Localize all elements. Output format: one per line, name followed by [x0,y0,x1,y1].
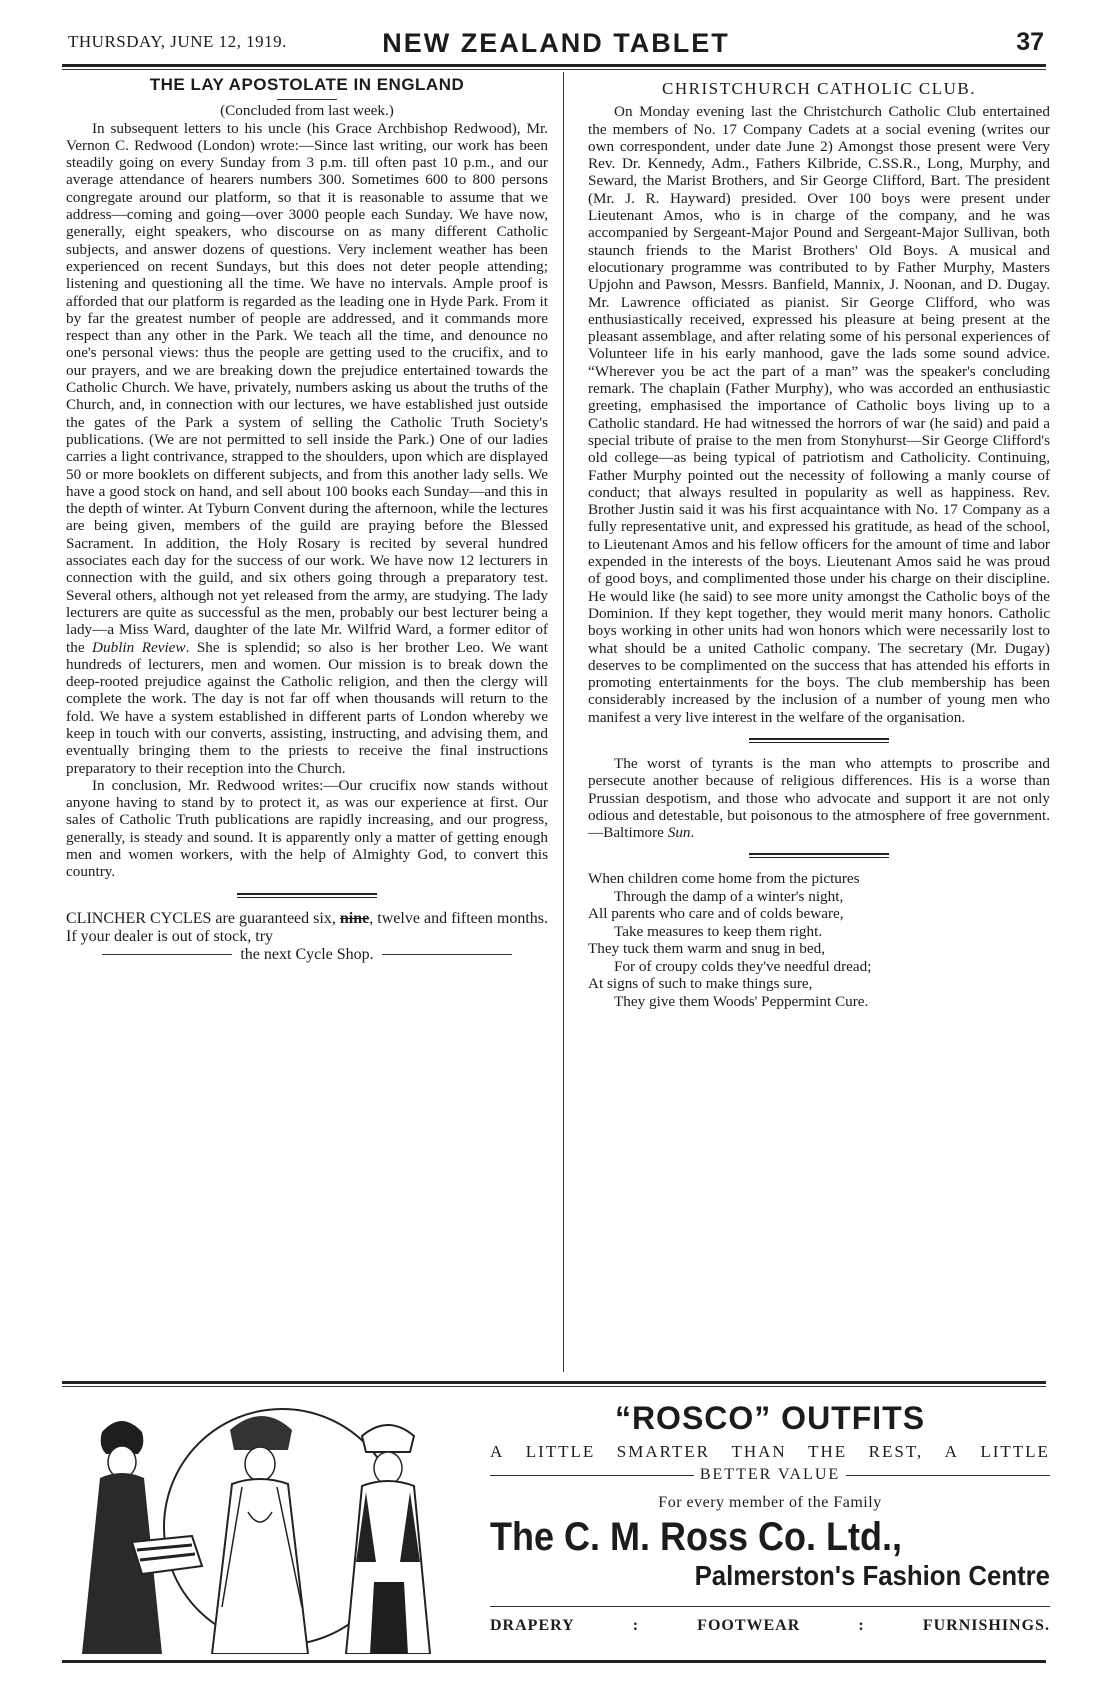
section-divider [237,893,377,898]
clincher-cycles-notice [66,910,548,964]
fashion-centre-tagline: Palmerston's Fashion Centre [694,1560,1050,1591]
dash-rule [382,954,512,955]
advert-separator [490,1606,1050,1607]
page-number: 37 [1016,28,1044,56]
catholic-club-headline: CHRISTCHURCH CATHOLIC CLUB. [662,79,976,98]
advert-word: REST, [868,1442,924,1461]
dash-rule [846,1475,1050,1476]
lay-apostolate-headline: THE LAY APOSTOLATE IN ENGLAND [149,75,465,94]
publication-title: Dublin Review [92,638,186,656]
masthead-rule-thin [62,69,1046,70]
tyrants-paragraph [588,755,1050,841]
clincher-struck-word: nine [339,909,370,927]
dash-rule [102,954,232,955]
article-paragraph [66,120,548,777]
paragraph-text-end: . She is splendid; so also is her brother Leo. We want hundreds of lecturers, men and women. Our mission is to break down the deep-rooted prejudice against the Catholic religion, and then the clergy will complete the work. The day is not far off when thousands will return to the fold. We have a system established in different parts of London whereby we keep in touch with our converts, assisting, instructing, and advising them, and eventually bringing them to the priests to receive the final instructions preparatory to their reception into the Church. [66,638,549,777]
section-divider [749,738,889,743]
better-value-text: BETTER VALUE [699,1466,841,1483]
newspaper-title: NEW ZEALAND TABLET [382,28,730,58]
article-paragraph-conclusion: In conclusion, Mr. Redwood writes:—Our crucifix now stands without anyone having to stand by to protect it, as was our experience at first. Our sales of Catholic Truth publications are rapidly increasing, and our progress, generally, is steady and sound. It is apparently only a matter of getting enough men and women workers, with the help of Almighty God, to convert this country. [66,776,548,881]
masthead [68,30,1044,64]
department-item: FURNISHINGS. [922,1617,1050,1634]
fashion-illustration [62,1392,480,1654]
advert-word: THAN [731,1442,787,1461]
issue-date: THURSDAY, JUNE 12, 1919. [68,32,287,51]
department-item: DRAPERY [490,1617,575,1634]
peppermint-cure-poem [588,870,1050,1010]
rosco-advert [490,1400,1050,1635]
headline-rule [277,99,337,100]
section-divider [749,853,889,858]
advert-tagline-line2 [490,1466,1050,1484]
tyrants-text: The worst of tyrants is the man who attempts to proscribe and persecute another because of religious differences. His is a worse than Prussian despotism, and those who advocate and support it are not only odious and detestable, but poisonous to the atmosphere of free government.—Baltimore [588,754,1050,842]
clincher-text-b: , twelve and fifteen months. If your dealer is out of stock, try [66,909,548,945]
advert-word: A [944,1442,959,1461]
advert-word: A [490,1442,505,1461]
advert-rule [62,1381,1046,1384]
clincher-last-line [66,946,548,964]
club-article-paragraph: On Monday evening last the Christchurch Catholic Club entertained the members of No. 17 Company Cadets at a social evening (writes our own correspondent, under date June 2) Amongst those present were Very Rev. Dr. Kennedy, Adm., Fathers Kilbride, C.SS.R., Long, Murphy, and Seward, the Marist Brothers, and Sir George Clifford, Bart. The president (Mr. J. R. Hayward) presided. Over 100 boys were present under Lieutenant Amos, who is in charge of the company, and he was accompanied by Sergeant-Major Pound and Sergeant-Major Sullivan, both staunch friends to the Marist Brothers' Old Boys. A musical and elocutionary programme was contributed to by Father Murphy, Masters Upjohn and Pawson, Messrs. Banfield, Mannix, J. Noonan, and D. Dugay. Mr. Lawrence officiated as pianist. Sir George Clifford, who was enthusiastically received, expressed his pleasure at being present at the pleasant assemblage, and after relating some of his personal experiences of Volunteer life in his early manhood, gave the lads some sound advice. “Wherever you be act the part of a man” was the speaker's concluding remark. The chaplain (Father Murphy), who was accorded an enthusiastic greeting, emphasised the importance of Catholic boys living up to a Catholic standard. He had witnessed the horrors of war (he said) and paid a special tribute of praise to the men from Stonyhurst—Sir George Clifford's old college—as being typical of patriotism and Catholicity. Continuing, Father Murphy pointed out the necessity of following a manly course of conduct; that always resulted in popularity as well as happiness. Rev. Brother Justin said it was his first acquaintance with No. 17 Company as a fully representative unit, and expressed his gratitude, as head of the school, to Lieutenant Amos and his fellow officers for the amount of time and labor expended in the interests of the boys. Lieutenant Amos said he was proud of good boys, and complimented those under his charge on their discipline. He would like (he said) to see more unity amongst the Catholic boys of the Dominion. If they kept together, they would merit many honors. Catholic boys working in other units had won honors which were necessarily lost to what should be a united Catholic company. The secretary (Mr. Dugay) deserves to be complimented on the success that has attended his efforts in promoting entertainments for the boys. The club membership has been considerably increased by the inclusion of a number of young men who manifest a very live interest in the welfare of the organisation. [588,103,1050,726]
newspaper-name: Sun [667,824,691,842]
article-subhead: (Concluded from last week.) [220,102,394,120]
advert-word: SMARTER [616,1442,711,1461]
masthead-rule [62,64,1046,67]
advert-word: THE [808,1442,848,1461]
poem-line: All parents who care and of colds beware, [588,905,844,923]
paragraph-text: In subsequent letters to his uncle (his Grace Archbishop Redwood), Mr. Vernon C. Redwood (London) wrote:—Since last writing, our work has been steadily going on every Sunday from 3 p.m. till often past 10 p.m., and our average attendance of hearers numbers 300. Sometimes 600 to 800 persons congregate around our platform, so that it is reasonable to assume that we address—coming and going—over 3000 people each Sunday. We have now, generally, eight speakers, who discourse on as many different Catholic subjects, and answer dozens of questions. Very inclement weather has been experienced on recent Sundays, but this does not deter people attending; listening and questioning all the time. We have no intervals. Ample proof is afforded that our platform is regarded as the leading one in Hyde Park. From it by far the greatest number of people are addressed, and it commands more respect than any other in the Park. We teach all the time, and denounce no one's personal views: thus the people are getting used to the crucifix, and to our prayers, and we are breaking down the prejudice entertained towards the Catholic Church. We have, privately, numbers asking us about the truths of the Church, and, in connection with our lectures, we have established just outside the gates of the Park a system of selling the Catholic Truth Society's publications. (We are not permitted to sell inside the Park.) One of our ladies carries a light contrivance, strapped to the shoulders, upon which are displayed 50 or more booklets on different subjects, and from this another lady sells. We have a good stock on hand, and sell about 100 books each Sunday—and this in the depth of winter. At Tyburn Convent during the afternoon, while the lectures are being given, members of the guild are praying before the Blessed Sacrament. In addition, the Holy Rosary is recited by several hundred associates each day for the success of our work. We have now 12 lecturers in connection with the guild, and six others going through a preparatory test. Several others, although not yet released from the army, are studying. The lady lecturers are quite as successful as the men, probably our best lecturer being a lady—a Miss Ward, daughter of the late Mr. Wilfrid Ward, a former editor of the [66,119,548,656]
clincher-last-text: the next Cycle Shop. [240,945,374,963]
poem-line: At signs of such to make things sure, [588,975,813,993]
three-women-illustration-icon [62,1392,480,1654]
advert-rule-thin [62,1386,1046,1387]
poem-line: Through the damp of a winter's night, [614,887,844,905]
left-column [66,76,548,964]
column-divider [563,72,564,1372]
dash-rule [490,1475,694,1476]
clincher-text: CLINCHER CYCLES are guaranteed six, [66,909,336,927]
poem-line: They tuck them warm and snug in bed, [588,940,826,958]
advert-word: LITTLE [525,1442,596,1461]
poem-line: They give them Woods' Peppermint Cure. [614,992,869,1010]
department-item: : [632,1617,640,1634]
advert-word: LITTLE [980,1442,1050,1461]
company-name: The C. M. Ross Co. Ltd., [490,1515,903,1559]
departments-line [490,1617,1050,1635]
department-item: FOOTWEAR [697,1617,801,1634]
tyrants-end: . [690,824,695,842]
page-bottom-rule [62,1660,1046,1663]
advert-headline: “ROSCO” OUTFITS [614,1400,926,1436]
advert-tagline-line1 [490,1442,1050,1462]
poem-line: Take measures to keep them right. [614,922,823,940]
right-column [588,80,1050,1010]
advert-family-line: For every member of the Family [658,1494,882,1511]
department-item: : [858,1617,865,1634]
poem-line: For of croupy colds they've needful dread; [614,957,872,975]
poem-line: When children come home from the pictures [588,870,860,888]
